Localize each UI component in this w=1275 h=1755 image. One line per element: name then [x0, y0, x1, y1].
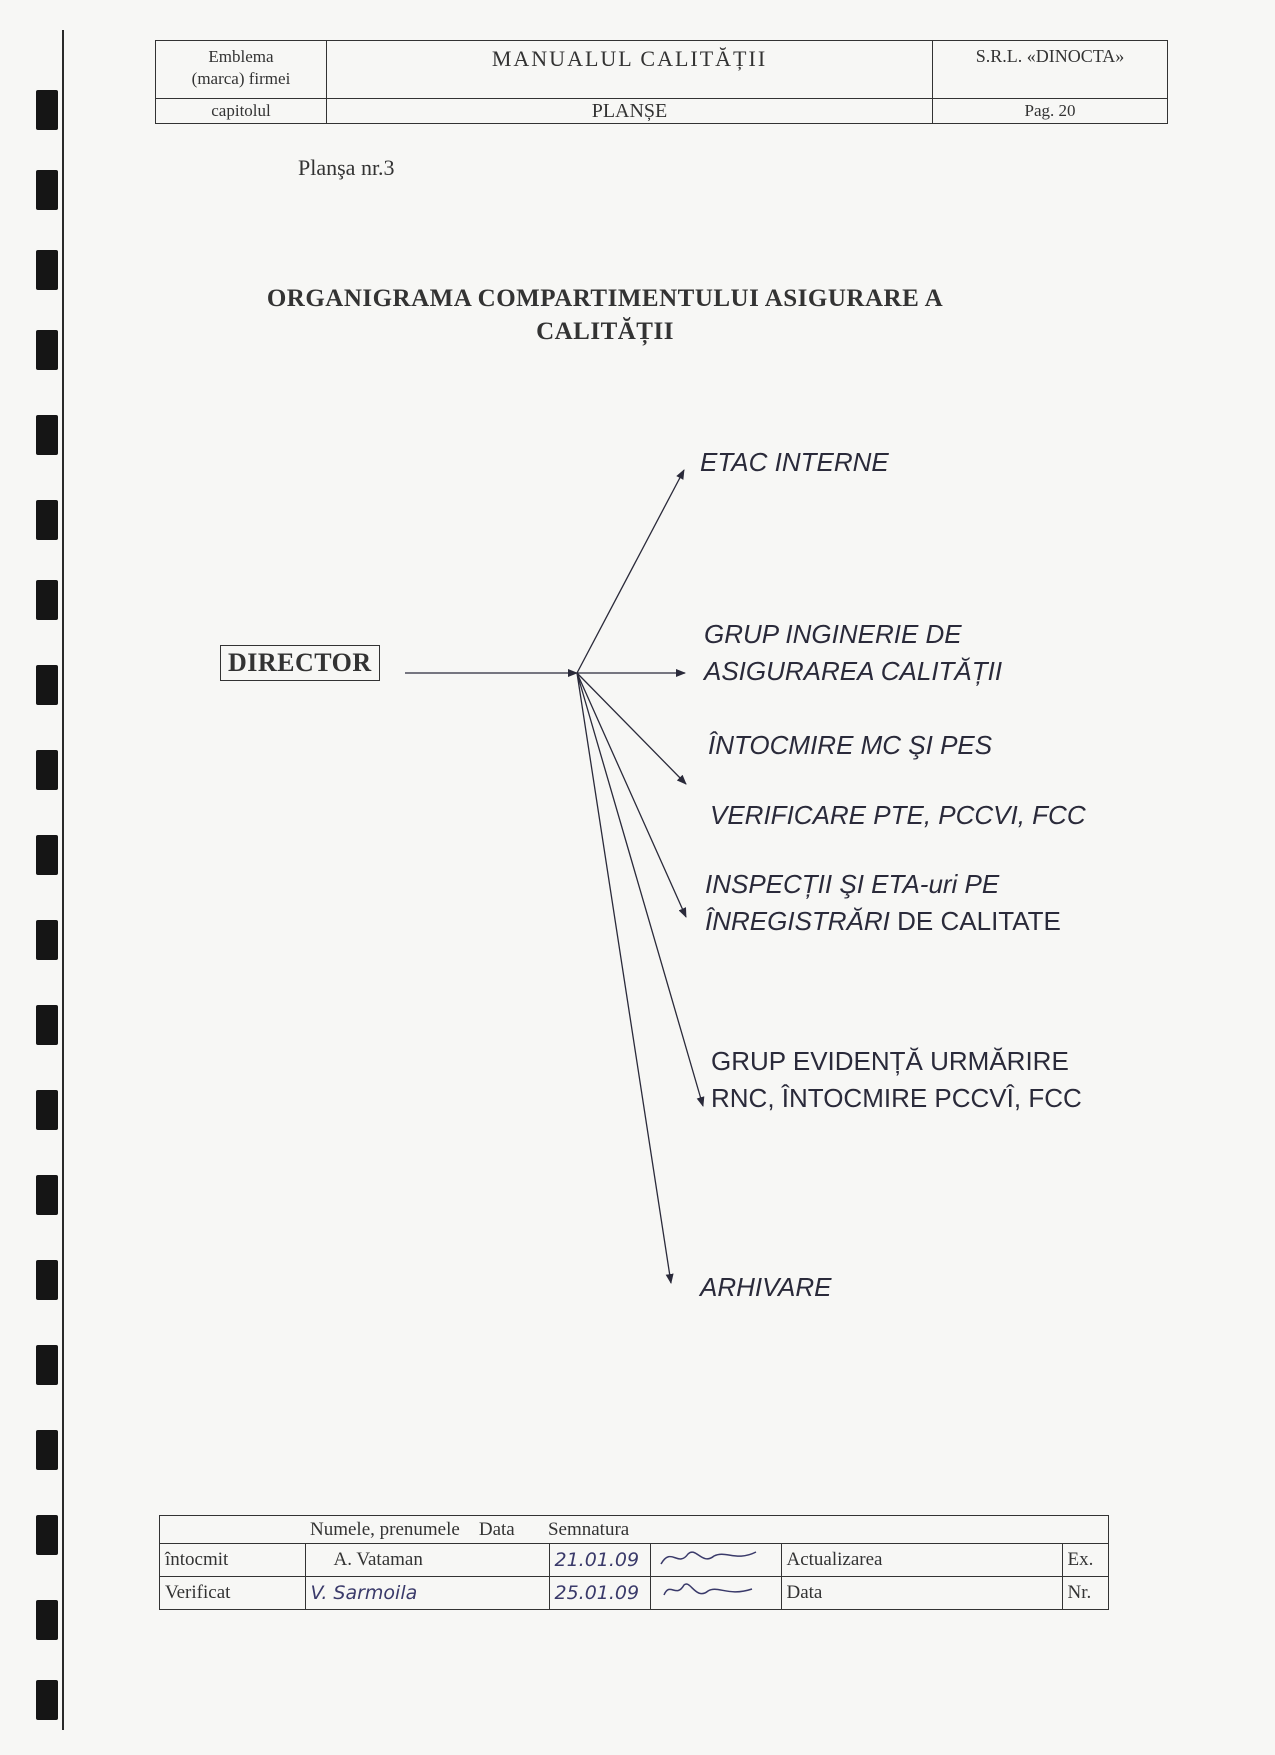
- signature-mark: [656, 1577, 766, 1603]
- arrow-inspectii: [577, 673, 686, 917]
- branch-inspectii: [705, 866, 1061, 940]
- inspectii-line2-rest: DE CALITATE: [889, 906, 1061, 936]
- branch-etac-interne: [700, 444, 889, 481]
- update-label: Actualizarea: [781, 1544, 1062, 1577]
- plansa-number: Planşa nr.3: [298, 155, 395, 180]
- title-line1: ORGANIGRAMA COMPARTIMENTULUI ASIGURARE A: [266, 285, 944, 312]
- row2-name: V. Sarmoila: [305, 1577, 549, 1610]
- col-name-header: Numele, prenumele: [310, 1518, 460, 1540]
- ex-label: Ex.: [1062, 1544, 1109, 1577]
- page-number: Pag. 20: [933, 99, 1168, 124]
- evidenta-line1: GRUP EVIDENȚĂ URMĂRIRE: [711, 1046, 1069, 1076]
- grup-inginerie-line2: ASIGURAREA CALITĂȚII: [704, 656, 1003, 686]
- row1-label: întocmit: [160, 1544, 306, 1577]
- row1-signature: [650, 1544, 781, 1577]
- approval-table: [159, 1515, 1109, 1610]
- branch-grup-evidenta: [711, 1043, 1082, 1117]
- evidenta-line2: RNC, ÎNTOCMIRE PCCVÎ, FCC: [711, 1083, 1082, 1113]
- director-box: DIRECTOR: [220, 645, 380, 681]
- chapter-label: capitolul: [156, 99, 327, 124]
- branch-intocmire-mc: [708, 727, 992, 764]
- company-name: S.R.L. «DINOCTA»: [933, 41, 1168, 99]
- col-date-header: Data: [478, 1518, 515, 1540]
- col-sign-header: Semnatura: [547, 1518, 630, 1540]
- inspectii-line2-italic: ÎNREGISTRĂRI: [705, 906, 890, 936]
- signature-mark: [656, 1544, 766, 1570]
- title-line2: CALITĂȚII: [536, 318, 674, 345]
- intocmire-label: ÎNTOCMIRE MC ŞI PES: [708, 730, 993, 760]
- etac-label: ETAC INTERNE: [700, 447, 889, 477]
- row1-name: A. Vataman: [305, 1544, 549, 1577]
- branch-arhivare: [700, 1269, 832, 1306]
- inspectii-line1: INSPECȚII ŞI ETA-uri PE: [705, 869, 1000, 899]
- branch-verificare: [710, 797, 1086, 834]
- chapter-value: PLANȘE: [327, 99, 933, 124]
- emblem-line1: Emblema: [208, 47, 274, 66]
- row2-signature: [650, 1577, 781, 1610]
- row1-date: 21.01.09: [549, 1544, 650, 1577]
- arrow-etac-interne: [577, 470, 684, 673]
- arhivare-label: ARHIVARE: [700, 1272, 832, 1302]
- row2-date: 25.01.09: [549, 1577, 650, 1610]
- nr-label: Nr.: [1062, 1577, 1109, 1610]
- footer-columns: [305, 1516, 781, 1544]
- arrow-arhivare: [577, 673, 671, 1283]
- row2-label: Verificat: [160, 1577, 306, 1610]
- emblem-line2: (marca) firmei: [191, 69, 291, 88]
- grup-inginerie-line1: GRUP INGINERIE DE: [704, 619, 962, 649]
- branch-grup-inginerie: [704, 616, 1002, 690]
- data-label: Data: [781, 1577, 1062, 1610]
- verificare-label: VERIFICARE PTE, PCCVI, FCC: [710, 800, 1086, 830]
- manual-title: MANUALUL CALITĂȚII: [327, 41, 933, 99]
